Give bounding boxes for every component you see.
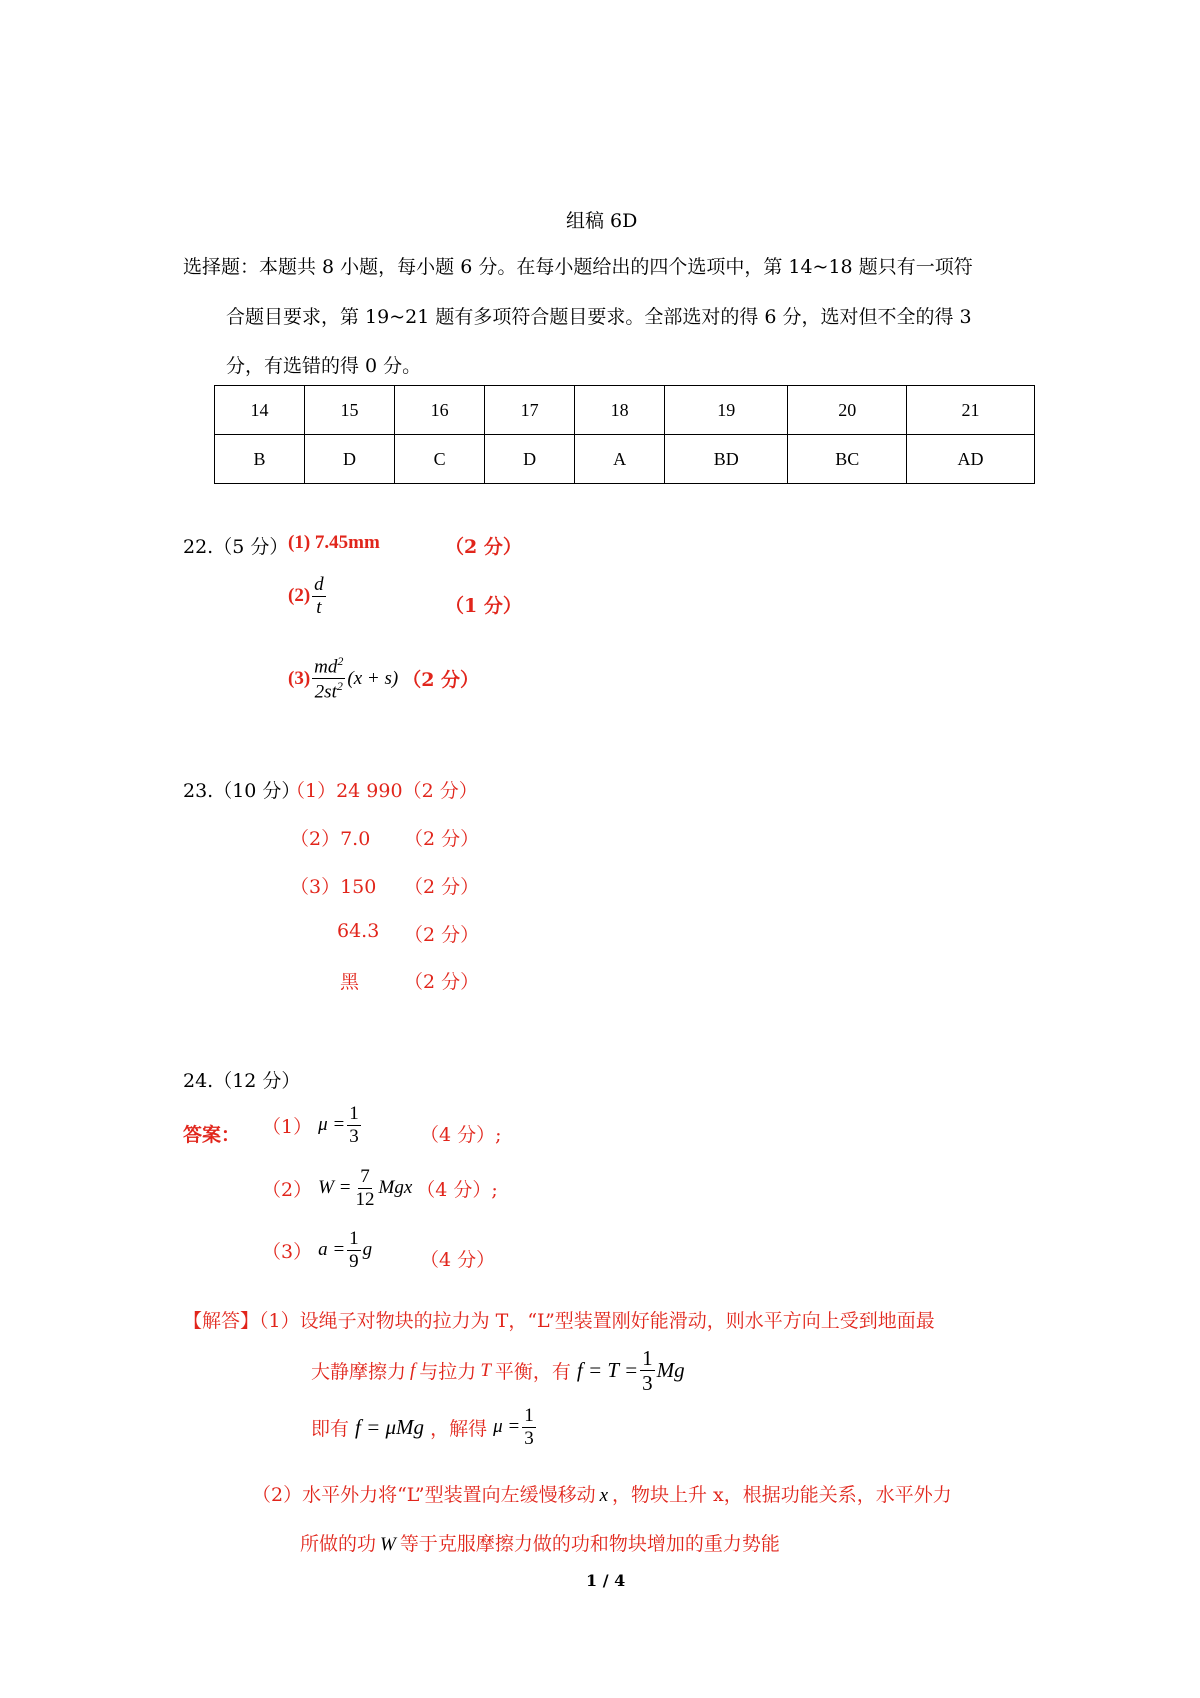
table-cell: AD xyxy=(906,435,1034,484)
fraction-denominator: t xyxy=(316,596,322,618)
solution-1-text-a: 大静摩擦力 xyxy=(311,1361,407,1384)
q22-score-3: （2 分） xyxy=(402,669,480,692)
denominator-text: 2st xyxy=(314,681,337,703)
fraction-denominator: 3 xyxy=(524,1427,534,1449)
solution-1-text-d: 即有 xyxy=(311,1417,350,1440)
q24-answer-3-prefix: （3） xyxy=(262,1240,313,1263)
solution-line-3 xyxy=(311,1406,538,1449)
q22-answer-2-fraction xyxy=(312,575,326,618)
fraction-numerator xyxy=(312,655,345,679)
q23-row-3-score: （2 分） xyxy=(404,876,480,898)
fraction-numerator: d xyxy=(314,574,324,595)
table-cell: 15 xyxy=(305,386,395,435)
fraction-denominator xyxy=(313,679,345,702)
solution-symbol-x: x xyxy=(599,1485,609,1506)
q22-answer-3-tail: (x + s) xyxy=(347,667,399,689)
solution-2-text-c: 所做的功 xyxy=(300,1533,377,1555)
q23-row-3-value: （3）150 xyxy=(290,876,377,898)
q22-score-2: （1 分） xyxy=(445,595,522,617)
solution-symbol-W: W xyxy=(380,1534,396,1555)
solution-1-text-e: ，解得 xyxy=(430,1417,488,1440)
q22-label: 22.（5 分） xyxy=(183,536,289,558)
table-cell: C xyxy=(395,435,485,484)
q24-answer-3-fraction xyxy=(347,1229,361,1272)
solution-line-4 xyxy=(252,1480,952,1507)
table-cell: BD xyxy=(665,435,788,484)
solution-2-text-d: 等于克服摩擦力做的功和物块增加的重力势能 xyxy=(399,1533,780,1555)
q24-answer-2-lhs: W = xyxy=(318,1177,352,1199)
fraction-denominator: 12 xyxy=(355,1188,375,1210)
q22-answer-3-fraction xyxy=(312,655,345,703)
solution-1-equation-lhs: f = T = xyxy=(576,1358,639,1383)
q22-answer-3 xyxy=(288,655,479,703)
solution-line-5 xyxy=(300,1529,780,1556)
q22-answer-2 xyxy=(288,575,328,618)
q23-row-2-value: （2）7.0 xyxy=(290,828,371,850)
q24-label: 24.（12 分） xyxy=(183,1070,301,1092)
fraction-denominator: 9 xyxy=(349,1250,359,1272)
intro-line-1: 选择题：本题共 8 小题，每小题 6 分。在每小题给出的四个选项中，第 14~18 题只有一项符 xyxy=(183,256,973,278)
table-cell: 14 xyxy=(215,386,305,435)
table-cell: BC xyxy=(788,435,907,484)
fraction-numerator: 1 xyxy=(642,1346,653,1370)
fraction-numerator: 1 xyxy=(349,1103,359,1124)
solution-1-equation-2: f = μMg xyxy=(355,1414,425,1439)
q24-answer-label: 答案： xyxy=(183,1124,241,1146)
q24-answer-2 xyxy=(262,1167,498,1210)
q24-answer-3-tail: g xyxy=(362,1239,373,1261)
denominator-exponent: 2 xyxy=(336,679,343,694)
q23-row-2-score: （2 分） xyxy=(404,828,480,850)
q24-answer-2-prefix: （2） xyxy=(262,1178,313,1201)
q24-answer-3-lhs: a = xyxy=(318,1239,346,1261)
fraction-denominator: 3 xyxy=(349,1125,359,1147)
q23-row-4-value: 64.3 xyxy=(337,920,380,942)
solution-line-2 xyxy=(311,1347,685,1394)
table-cell: D xyxy=(305,435,395,484)
q24-answer-3-score: （4 分） xyxy=(420,1249,496,1271)
q23-label: 23.（10 分） xyxy=(183,780,301,802)
q23-row-1: （1）24 990（2 分） xyxy=(286,780,478,802)
table-cell: B xyxy=(215,435,305,484)
solution-2-text-b: ，物块上升 x，根据功能关系，水平外力 xyxy=(612,1484,952,1506)
table-row-numbers xyxy=(215,386,1035,435)
q24-answer-1-score: （4 分）; xyxy=(420,1124,502,1146)
q24-answer-2-fraction xyxy=(354,1167,377,1210)
solution-1-equation-fraction xyxy=(640,1347,655,1394)
q24-answer-2-score: （4 分）; xyxy=(416,1178,498,1201)
table-cell: A xyxy=(575,435,665,484)
q24-answer-1 xyxy=(262,1104,363,1147)
intro-line-3: 分，有选错的得 0 分。 xyxy=(226,355,422,377)
numerator-text: md xyxy=(314,656,338,678)
solution-1-equation-tail: Mg xyxy=(656,1358,685,1383)
solution-1-text-b: 与拉力 xyxy=(419,1361,477,1384)
intro-line-2: 合题目要求，第 19~21 题有多项符合题目要求。全部选对的得 6 分，选对但不全的得 3 xyxy=(226,306,972,328)
q24-answer-1-prefix: （1） xyxy=(262,1115,313,1138)
q23-row-5-score: （2 分） xyxy=(404,971,480,993)
q22-answer-3-prefix: (3) xyxy=(288,667,311,689)
table-cell: D xyxy=(485,435,575,484)
table-cell: 21 xyxy=(906,386,1034,435)
fraction-numerator: 1 xyxy=(349,1228,359,1249)
solution-symbol-T: T xyxy=(480,1359,491,1381)
table-cell: 16 xyxy=(395,386,485,435)
q23-row-5-value: 黑 xyxy=(340,971,360,993)
q24-answer-1-lhs: μ = xyxy=(318,1114,346,1136)
fraction-numerator: 1 xyxy=(524,1405,534,1426)
solution-label: 【解答】 xyxy=(183,1310,260,1332)
q24-answer-2-tail: Mgx xyxy=(378,1177,413,1199)
solution-1-result-fraction xyxy=(522,1406,536,1449)
table-row-answers xyxy=(215,435,1035,484)
q22-answer-2-prefix: (2) xyxy=(288,585,311,607)
numerator-exponent: 2 xyxy=(337,654,344,668)
q22-answer-1: (1) 7.45mm xyxy=(288,532,380,553)
page-title: 组稿 6D xyxy=(566,210,638,232)
solution-1-text: （1）设绳子对物块的拉力为 T，“L”型装置刚好能滑动，则水平方向上受到地面最 xyxy=(259,1310,935,1332)
fraction-denominator: 3 xyxy=(642,1371,653,1396)
answer-table xyxy=(214,385,1035,484)
q22-score-1: （2 分） xyxy=(445,536,522,558)
solution-symbol-f: f xyxy=(410,1359,416,1381)
solution-1-text-c: 平衡，有 xyxy=(494,1361,571,1384)
table-cell: 17 xyxy=(485,386,575,435)
table-cell: 19 xyxy=(665,386,788,435)
fraction-numerator: 7 xyxy=(360,1166,370,1187)
page-number: 1 / 4 xyxy=(586,1571,626,1590)
q24-answer-1-fraction xyxy=(347,1104,361,1147)
solution-2-text-a: （2）水平外力将“L”型装置向左缓慢移动 xyxy=(252,1484,596,1506)
solution-line-1 xyxy=(183,1306,935,1333)
table-cell: 18 xyxy=(575,386,665,435)
solution-1-result-lhs: μ = xyxy=(493,1416,521,1438)
table-cell: 20 xyxy=(788,386,907,435)
q24-answer-3 xyxy=(262,1229,372,1272)
q23-row-4-score: （2 分） xyxy=(404,924,480,946)
